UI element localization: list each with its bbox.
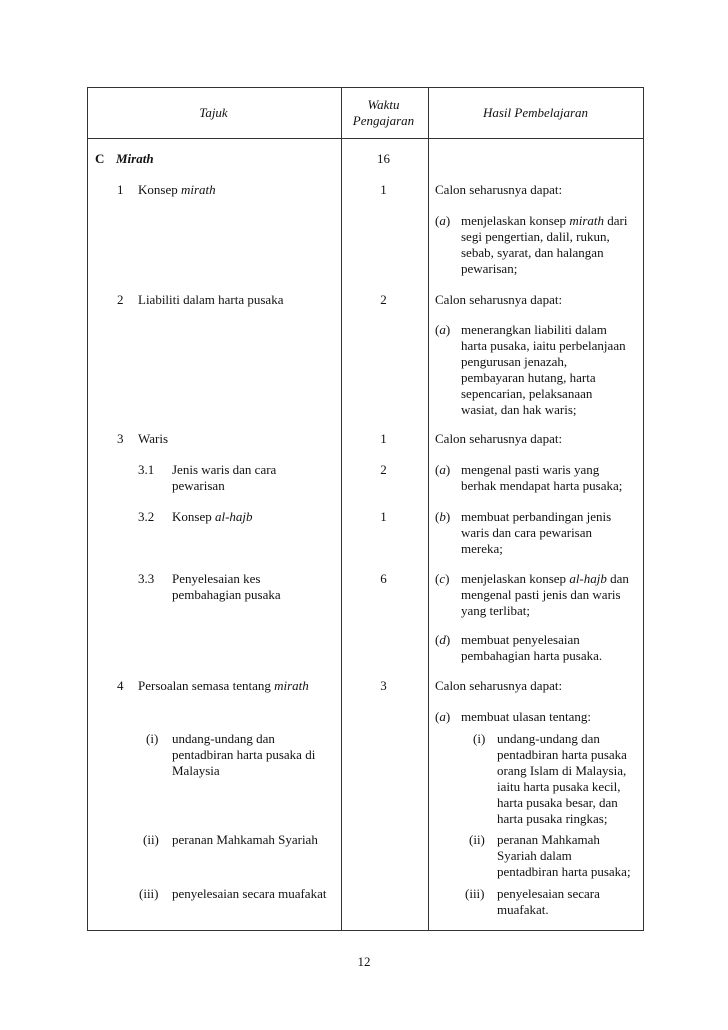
header-divider	[88, 138, 643, 139]
outcome-line: Syariah dalam	[497, 848, 572, 863]
row-hours: 1	[380, 431, 387, 446]
outcome-line: waris dan cara pewarisan	[461, 525, 593, 540]
header-hasil: Hasil Pembelajaran	[482, 105, 589, 120]
outcome-line: mengenal pasti waris yang	[461, 462, 600, 477]
row-hours: 1	[380, 509, 387, 524]
subrow-number: (iii)	[139, 886, 159, 901]
outcome-line: menjelaskan konsep al-hajb dan	[461, 571, 629, 586]
row-number: 2	[117, 292, 124, 307]
subrow-topic: pentadbiran harta pusaka di	[172, 747, 316, 762]
outcome-line: pengurusan jenazah,	[461, 354, 568, 369]
row-topic: Persoalan semasa tentang mirath	[138, 678, 309, 693]
outcome-intro: Calon seharusnya dapat:	[435, 678, 563, 693]
row-hours: 3	[380, 678, 387, 693]
outcome-line: pewarisan;	[461, 261, 518, 276]
row-hours: 2	[380, 462, 387, 477]
outcome-marker: (a)	[435, 322, 451, 337]
subrow-topic: undang-undang dan	[172, 731, 275, 746]
outcome-subnumber: (ii)	[469, 832, 485, 847]
outcome-line: menerangkan liabiliti dalam	[461, 322, 607, 337]
outcome-marker: (a)	[435, 462, 451, 477]
outcome-line: mereka;	[461, 541, 503, 556]
outcome-line: yang terlibat;	[461, 603, 530, 618]
outcome-line: harta pusaka, iaitu perbelanjaan	[461, 338, 626, 353]
outcome-line: menjelaskan konsep mirath dari	[461, 213, 628, 228]
outcome-marker: (c)	[435, 571, 450, 586]
outcome-line: undang-undang dan	[497, 731, 600, 746]
outcome-marker: (a)	[435, 213, 451, 228]
subrow-topic: Penyelesaian kes	[172, 571, 261, 586]
row-number: 1	[117, 182, 124, 197]
row-hours: 2	[380, 292, 387, 307]
subrow-topic: Jenis waris dan cara	[172, 462, 277, 477]
outcome-line: iaitu harta pusaka kecil,	[497, 779, 621, 794]
row-topic: Konsep mirath	[138, 182, 216, 197]
outcome-marker: (d)	[435, 632, 451, 647]
row-number: 4	[117, 678, 124, 693]
outcome-intro: Calon seharusnya dapat:	[435, 431, 563, 446]
subrow-topic: peranan Mahkamah Syariah	[172, 832, 318, 847]
subrow-topic: penyelesaian secara muafakat	[172, 886, 327, 901]
section-letter: C	[95, 151, 105, 166]
outcome-subnumber: (iii)	[465, 886, 485, 901]
outcome-line: harta pusaka besar, dan	[497, 795, 618, 810]
header-tajuk: Tajuk	[199, 105, 228, 120]
outcome-line: membuat ulasan tentang:	[461, 709, 591, 724]
outcome-marker: (b)	[435, 509, 451, 524]
outcome-line: harta pusaka ringkas;	[497, 811, 608, 826]
row-hours: 1	[380, 182, 387, 197]
outcome-intro: Calon seharusnya dapat:	[435, 182, 563, 197]
outcome-line: sebab, syarat, dan halangan	[461, 245, 604, 260]
row-topic: Liabiliti dalam harta pusaka	[138, 292, 284, 307]
outcome-line: sepencarian, pelaksanaan	[461, 386, 593, 401]
subrow-topic: pembahagian pusaka	[172, 587, 281, 602]
subrow-topic: Malaysia	[172, 763, 220, 778]
section-title: Mirath	[116, 151, 154, 166]
section-hours: 16	[377, 151, 390, 166]
outcome-line: muafakat.	[497, 902, 549, 917]
row-topic: Waris	[138, 431, 168, 446]
outcome-line: membuat penyelesaian	[461, 632, 580, 647]
subrow-number: 3.3	[138, 571, 155, 586]
outcome-line: peranan Mahkamah	[497, 832, 600, 847]
outcome-line: pembahagian harta pusaka.	[461, 648, 603, 663]
subrow-number: 3.1	[138, 462, 155, 477]
column-divider	[428, 88, 429, 930]
subrow-number: 3.2	[138, 509, 155, 524]
outcome-line: pentadbiran harta pusaka;	[497, 864, 631, 879]
outcome-line: membuat perbandingan jenis	[461, 509, 612, 524]
outcome-subnumber: (i)	[473, 731, 486, 746]
page-number: 12	[357, 954, 371, 969]
outcome-line: orang Islam di Malaysia,	[497, 763, 627, 778]
outcome-line: penyelesaian secara	[497, 886, 600, 901]
subrow-topic: Konsep al-hajb	[172, 509, 253, 524]
row-number: 3	[117, 431, 124, 446]
outcome-line: berhak mendapat harta pusaka;	[461, 478, 623, 493]
subrow-number: (ii)	[143, 832, 159, 847]
outcome-line: pembayaran hutang, harta	[461, 370, 596, 385]
subrow-topic: pewarisan	[172, 478, 225, 493]
header-pengajaran: Pengajaran	[352, 113, 415, 128]
outcome-line: pentadbiran harta pusaka	[497, 747, 627, 762]
subrow-number: (i)	[146, 731, 159, 746]
outcome-line: wasiat, dan hak waris;	[461, 402, 577, 417]
outcome-marker: (a)	[435, 709, 451, 724]
outcome-line: segi pengertian, dalil, rukun,	[461, 229, 610, 244]
outcome-intro: Calon seharusnya dapat:	[435, 292, 563, 307]
header-waktu: Waktu	[367, 97, 400, 112]
row-hours: 6	[380, 571, 387, 586]
outcome-line: mengenal pasti jenis dan waris	[461, 587, 621, 602]
